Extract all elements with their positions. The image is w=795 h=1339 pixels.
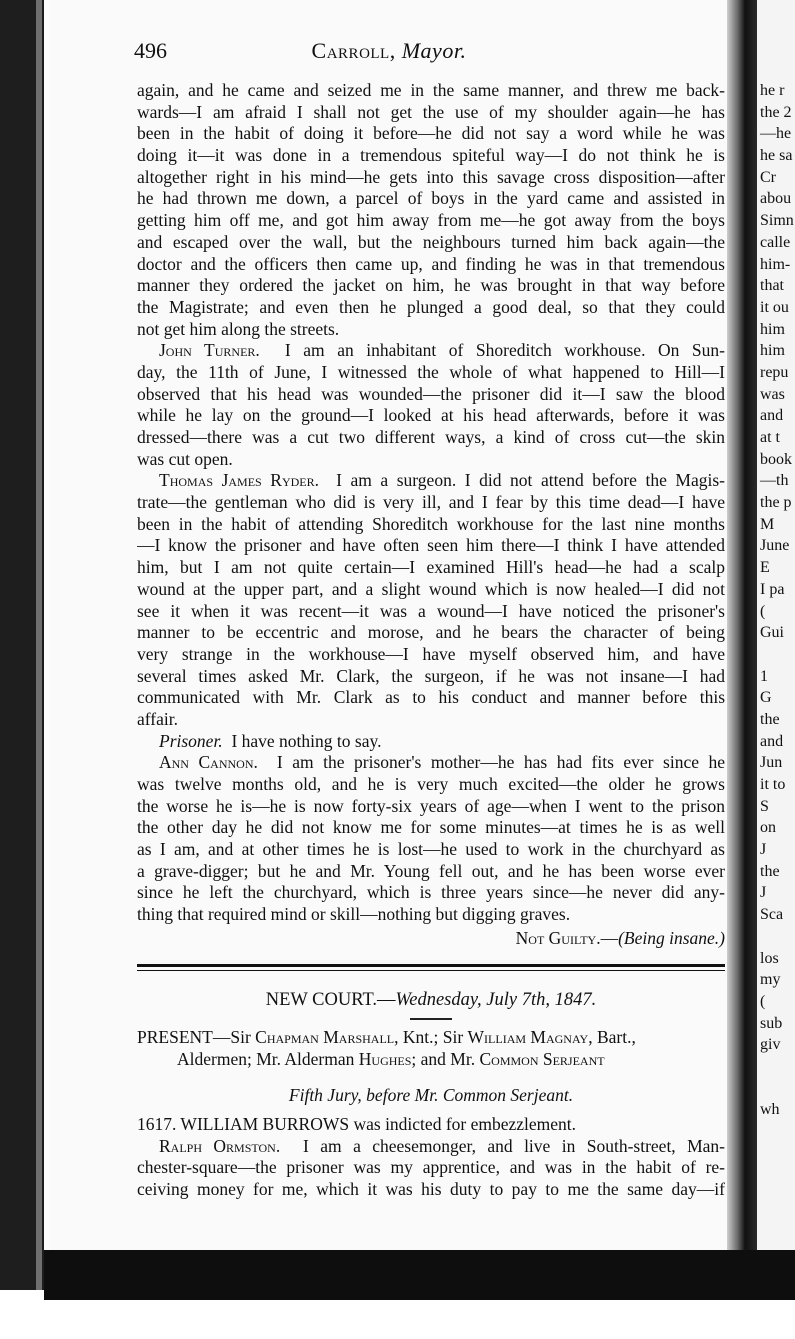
facing-page-fragment-line: sub: [760, 1014, 783, 1032]
text-line: altogether right in his mind—he gets into this savage cross disposition—after: [137, 166, 725, 187]
text-line: a grave-digger; but he and Mr. Young fell out, and he has been worse ever: [137, 860, 725, 881]
facing-page-fragment-line: he r: [760, 82, 785, 99]
facing-page-fragment-line: the p: [760, 494, 792, 512]
text-line: very strange in the workhouse—I have myself observed him, and have: [137, 643, 725, 664]
running-head: [50, 38, 728, 64]
present-line: [137, 1026, 725, 1048]
text-line: thing that required mind or skill—nothing but digging graves.: [137, 904, 571, 925]
text-line: see it when it was recent—it was a wound—I have noticed the prisoner's: [137, 600, 725, 621]
facing-page-fragment-line: the: [760, 862, 780, 880]
facing-page-fragment-line: calle: [760, 233, 791, 251]
present-text: ; and Mr.: [411, 1048, 480, 1069]
text-line: affair.: [137, 708, 178, 729]
facing-page-fragment-line: [760, 644, 794, 666]
book-gutter: [727, 0, 757, 1255]
prisoner-label: Prisoner.: [159, 730, 223, 751]
text-line: —I know the prisoner and have often seen him there—I think I have attended: [137, 535, 725, 556]
text-line: as I am, and at other times he is lost—he used to work in the churchyard as: [137, 839, 725, 860]
section-rule-thick: [137, 964, 725, 967]
facing-page-fragment-line: [760, 926, 794, 948]
witness-name: Ralph Ormston.: [159, 1135, 281, 1156]
facing-page-fragment-line: my: [760, 971, 781, 989]
facing-page-fragment-line: him: [760, 342, 785, 360]
facing-page-fragment-line: M: [760, 515, 775, 533]
witness-john-turner: [137, 340, 725, 470]
facing-page-fragment-line: wh: [760, 1101, 780, 1119]
bottom-dark-edge: [44, 1250, 795, 1300]
facing-page-fragment-line: it ou: [760, 298, 789, 316]
prisoner-text: I have nothing to say.: [231, 730, 382, 751]
body-text: [137, 80, 725, 1201]
court-name: NEW COURT.—: [265, 989, 396, 1010]
text-line: since he left the churchyard, which is three years since—he never did any-: [137, 882, 725, 903]
facing-page-fragment-line: abou: [760, 190, 792, 208]
witness-ann-cannon: [137, 752, 725, 926]
text-line: the Magistrate; and even then he plunged a good deal, so that they could: [137, 296, 725, 317]
facing-page-fragment-line: [760, 1078, 794, 1100]
alderman-name: Hughes: [358, 1048, 412, 1069]
facing-page-fragment-line: Jun: [760, 754, 783, 772]
facing-page-fragment-line: was: [760, 385, 785, 403]
facing-page-fragment-line: it to: [760, 776, 786, 793]
text-line: while he lay on the ground—I looked at his head afterwards, before it was: [137, 405, 725, 426]
page-number: 496: [134, 38, 167, 63]
text-line: the other day he did not know me for some minutes—at times he is as well: [137, 817, 725, 838]
text-line: manner to be eccentric and morose, and he bears the character of being: [137, 622, 725, 643]
verdict-text: Not Guilty.—: [515, 927, 619, 948]
text-line: day, the 11th of June, I witnessed the whole of what happened to Hill—I: [137, 361, 725, 382]
text-line: him, but I am not quite certain—I examined Hill's head—he had a scalp: [137, 557, 725, 578]
text-line: getting him off me, and got him away from me—he got away from the boys: [137, 210, 725, 231]
text-line: manner they ordered the jacket on him, he was brought in that way before: [137, 275, 725, 296]
text-line: chester-square—the prisoner was my apprentice, and was in the habit of re-: [137, 1157, 725, 1178]
short-rule: [410, 1018, 452, 1020]
text-line: communicated with Mr. Clark as to his conduct and manner before this: [137, 687, 725, 708]
text-line: he had thrown me down, a parcel of boys in the yard came and assisted in: [137, 188, 725, 209]
text-line: was twelve months old, and he is very much excited—the older he grows: [137, 774, 725, 794]
facing-page-fragment-line: that: [760, 277, 784, 295]
court-date: Wednesday, July 7th, 1847.: [395, 989, 597, 1010]
facing-page-fragment-line: on: [760, 819, 776, 837]
facing-page-fragment-line: G: [760, 689, 772, 707]
text-line: doing it—it was done in a tremendous spiteful way—I do not think he is: [137, 145, 725, 166]
facing-page-fragment-line: him-: [760, 255, 791, 273]
section-rule-thin: [137, 970, 725, 971]
text-line: ceiving money for me, which it was his duty to pay to me the same day—if: [137, 1178, 725, 1199]
text-line: been in the habit of doing it before—he did not say a word while he was: [137, 123, 725, 144]
court-heading: [137, 987, 725, 1013]
facing-page-fragment-line: J: [760, 884, 767, 902]
facing-page-fragment: [757, 0, 795, 1250]
left-page-edge-highlight: [36, 0, 42, 1290]
facing-page-fragment-line: I pa: [760, 580, 785, 598]
text-line: dressed—there was a cut two different ways, a kind of cross cut—the skin: [137, 427, 725, 447]
facing-page-fragment-line: Gui: [760, 624, 784, 642]
facing-page-fragment-line: and: [760, 407, 784, 425]
facing-page-fragment-line: J: [760, 841, 767, 859]
witness-name: Ann Cannon.: [159, 752, 258, 773]
facing-page-fragment-line: (: [760, 992, 766, 1010]
running-head-name: Carroll,: [311, 38, 396, 63]
facing-page-fragment-line: 1: [760, 667, 768, 685]
text-line: I am an inhabitant of Shoreditch workhouse. On Sun-: [284, 340, 725, 361]
running-head-title: Mayor.: [401, 38, 467, 63]
witness-thomas-james-ryder: [137, 470, 725, 730]
text-line: been in the habit of attending Shoreditch workhouse for the last nine months: [137, 513, 725, 534]
present-text: , Knt.; Sir: [394, 1026, 468, 1047]
facing-page-fragment-line: the: [760, 710, 780, 728]
text-line: I am the prisoner's mother—he has had fits ever since he: [276, 752, 725, 773]
facing-page-fragment-line: him: [760, 320, 785, 338]
text-line: several times asked Mr. Clark, the surgeon, if he was not insane—I had: [137, 665, 725, 686]
facing-page-fragment-line: Simn: [760, 212, 794, 230]
testimony-continuation: [137, 80, 725, 340]
bottom-margin: [44, 1300, 795, 1339]
facing-page-fragment-line: giv: [760, 1036, 781, 1054]
text-line: trate—the gentleman who did is very ill, and I fear by this time dead—I have: [137, 492, 725, 513]
facing-page-fragment-line: Sca: [760, 906, 784, 924]
prisoner-statement: [137, 731, 725, 753]
facing-page-fragment-line: Cr: [760, 168, 776, 186]
witness-name: John Turner.: [159, 340, 260, 361]
present-label: PRESENT—Sir: [137, 1026, 251, 1047]
present-line: [137, 1048, 725, 1070]
facing-page-text: [760, 80, 794, 1121]
facing-page-fragment-line: he sa: [760, 147, 793, 165]
text-line: wound at the upper part, and a slight wound which is now healed—I did not: [137, 578, 725, 599]
text-line: again, and he came and seized me in the same manner, and threw me back-: [137, 80, 725, 100]
facing-page-fragment-line: at t: [760, 429, 780, 446]
alderman-name: Chapman Marshall: [255, 1026, 395, 1047]
text-line: and escaped over the wall, but the neighbours turned him back again—the: [137, 231, 725, 252]
case-heading: 1617. WILLIAM BURROWS was indicted for embezzlement.: [137, 1113, 577, 1134]
text-line: observed that his head was wounded—the prisoner did it—I saw the blood: [137, 383, 725, 404]
witness-name: Thomas James Ryder.: [159, 470, 319, 491]
text-line: I am a surgeon. I did not attend before the Magis-: [336, 470, 725, 491]
officer-name: Common Serjeant: [479, 1048, 605, 1069]
text-line: wards—I am afraid I shall not get the use of my shoulder again—he has: [137, 101, 725, 122]
facing-page-fragment-line: (: [760, 602, 766, 620]
facing-page-fragment-line: [760, 1056, 794, 1078]
present-text: Aldermen; Mr. Alderman: [177, 1048, 359, 1069]
facing-page-fragment-line: los: [760, 949, 779, 967]
facing-page-fragment-line: —he: [760, 125, 792, 143]
text-line: the worse he is—he is now forty-six years of age—when I went to the prison: [137, 795, 725, 816]
facing-page-fragment-line: book: [760, 450, 792, 468]
facing-page-fragment-line: the 2: [760, 103, 792, 121]
facing-page-fragment-line: and: [760, 732, 784, 750]
facing-page-fragment-line: S: [760, 797, 769, 815]
verdict: [137, 926, 725, 950]
text-line: doctor and the officers then came up, and finding he was in that tremendous: [137, 253, 725, 274]
facing-page-fragment-line: —th: [760, 472, 789, 490]
text-line: was cut open.: [137, 448, 233, 469]
facing-page-fragment-line: E: [760, 559, 770, 577]
jury-line: Fifth Jury, before Mr. Common Serjeant.: [288, 1084, 574, 1105]
text-line: I am a cheesemonger, and live in South-street, Man-: [303, 1135, 725, 1156]
facing-page-fragment-line: repu: [760, 363, 789, 381]
alderman-name: William Magnay: [467, 1026, 589, 1047]
verdict-note: (Being insane.): [618, 927, 725, 948]
text-line: not get him along the streets.: [137, 318, 340, 339]
present-text: , Bart.,: [588, 1026, 636, 1047]
facing-page-fragment-line: June: [760, 537, 790, 555]
